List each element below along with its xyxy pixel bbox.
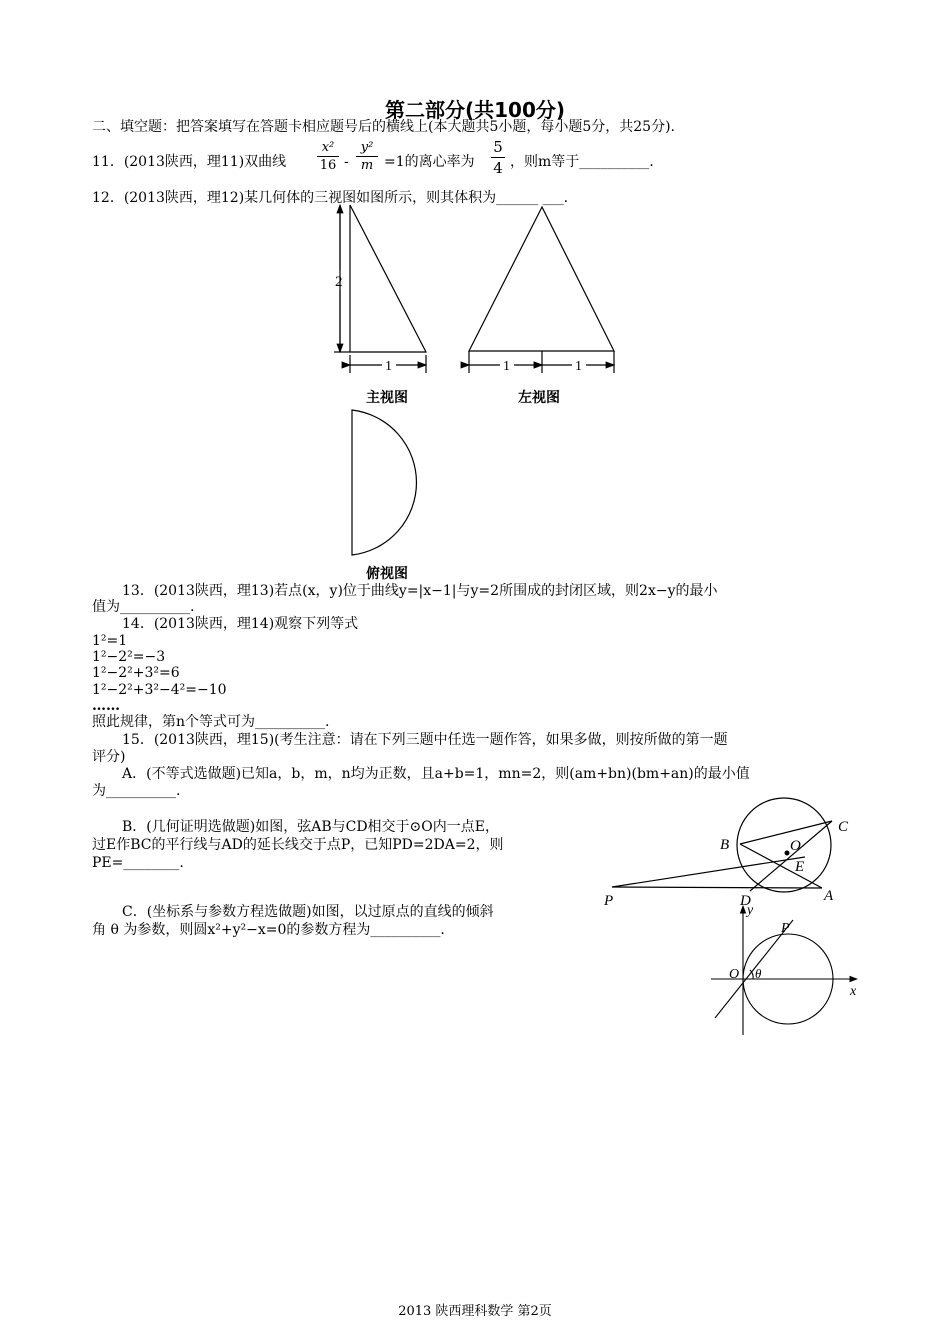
chord-circle-figure (600, 795, 860, 915)
q11-minus: - (344, 154, 349, 170)
page-footer: 2013 陕西理科数学 第2页 (398, 1304, 552, 1319)
q15-a-line2: 为__________. (92, 783, 181, 799)
three-views-figure (320, 195, 630, 565)
q11-frac3 (491, 138, 505, 177)
q11-eq: =1的离心率为 (384, 154, 475, 170)
front-view-label: 主视图 (366, 390, 408, 406)
label-A: A (824, 888, 834, 904)
label-D: D (740, 893, 751, 909)
q15-a-line1: A．(不等式选做题)已知a，b，m，n均为正数，且a+b=1，mn=2，则(am+bn)(bm+an)的最小值 (122, 766, 750, 782)
q14-conclusion: 照此规律，第n个等式可为__________. (92, 714, 330, 730)
section-header: 二、填空题：把答案填写在答题卡相应题号后的横线上(本大题共5小题，每小题5分，共25分). (92, 119, 676, 135)
param-label-P: P (781, 921, 790, 936)
q13-line2: 值为__________. (92, 599, 195, 615)
left-dim-b: 1 (575, 359, 582, 374)
q14-eq-1: 1²=1 (92, 633, 128, 649)
label-E: E (795, 859, 805, 875)
q14-eq-4: 1²−2²+3²−4²=−10 (92, 682, 227, 698)
label-C: C (838, 819, 849, 835)
q11-frac2 (356, 140, 378, 173)
q15-b-line2: 过E作BC的平行线与AD的延长线交于点P，已知PD=2DA=2，则 (92, 837, 504, 853)
q14-lead: 14．(2013陕西，理14)观察下列等式 (122, 616, 359, 632)
left-view-label: 左视图 (518, 390, 560, 406)
q15-b-line1: B．(几何证明选做题)如图，弦AB与CD相交于⊙O内一点E， (122, 819, 499, 835)
q15-c-line2: 角 θ 为参数，则圆x²+y²−x=0的参数方程为__________. (92, 922, 445, 938)
left-dim-a: 1 (503, 359, 510, 374)
q15-line2: 评分) (92, 749, 126, 765)
center-point (785, 851, 790, 856)
q11-frac1 (317, 140, 339, 173)
front-height-dim: 2 (335, 274, 343, 290)
q11-frac3-num: 5 (493, 138, 503, 156)
q14-eq-2: 1²−2²=−3 (92, 649, 166, 665)
q11-frac2-den: m (360, 158, 374, 173)
q14-ellipsis: …… (92, 698, 120, 714)
param-label-y: y (747, 903, 754, 918)
q14-eq-3: 1²−2²+3²=6 (92, 665, 180, 681)
param-label-theta: θ (755, 966, 762, 981)
q15-line1: 15．(2013陕西，理15)(考生注意：请在下列三题中任选一题作答，如果多做，则按所做的第一题 (122, 732, 728, 748)
q15-c-line1: C．(坐标系与参数方程选做题)如图，以过原点的直线的倾斜 (122, 904, 494, 920)
q15-b-line3: PE=________. (92, 855, 184, 871)
top-view-label: 俯视图 (366, 566, 408, 582)
param-label-x: x (850, 984, 857, 999)
front-view (334, 205, 426, 373)
label-P: P (604, 893, 614, 909)
front-width-dim: 1 (385, 359, 392, 374)
label-O: O (790, 838, 801, 854)
top-view-semicircle (352, 410, 416, 555)
q11-frac1-den: 16 (319, 158, 337, 173)
q11-tail: ，则m等于__________. (510, 154, 654, 170)
q11-frac1-num: x² (321, 140, 335, 155)
question-12: 12．(2013陕西，理12)某几何体的三视图如图所示，则其体积为______ ___. (92, 190, 569, 206)
page-title: 第二部分(共100分) (384, 98, 566, 122)
parametric-circle-figure (705, 900, 865, 1040)
q13-line1: 13．(2013陕西，理13)若点(x，y)位于曲线y=|x−1|与y=2所围成的封闭区域，则2x−y的最小 (122, 583, 718, 599)
param-label-O: O (729, 967, 740, 982)
q11-lead: 11．(2013陕西，理11)双曲线 (92, 154, 287, 170)
label-B: B (720, 837, 730, 853)
left-view (469, 207, 614, 373)
q11-frac2-num: y² (360, 140, 374, 155)
q11-frac3-den: 4 (493, 159, 503, 177)
